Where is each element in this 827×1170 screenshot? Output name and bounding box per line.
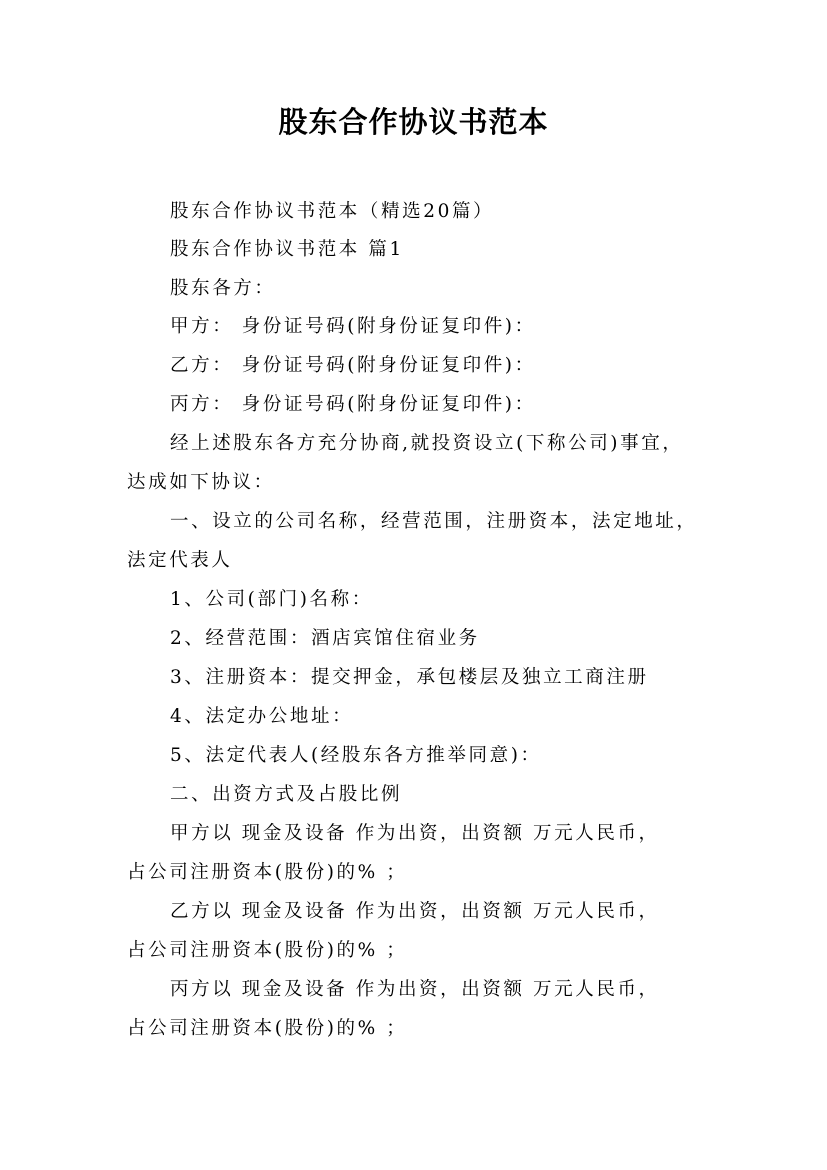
- paragraph-line: 甲方： 身份证号码(附身份证复印件)：: [170, 316, 536, 337]
- paragraph-line: 5、法定代表人(经股东各方推举同意)：: [170, 745, 542, 766]
- paragraph-line: 占公司注册资本(股份)的% ；: [127, 940, 408, 961]
- paragraph-line: 甲方以 现金及设备 作为出资，出资额 万元人民币，: [170, 823, 660, 844]
- paragraph-line: 乙方以 现金及设备 作为出资，出资额 万元人民币，: [170, 901, 660, 922]
- paragraph-line: 占公司注册资本(股份)的% ；: [127, 862, 408, 883]
- paragraph-line: 1、公司(部门)名称：: [170, 589, 373, 610]
- paragraph-line: 丙方以 现金及设备 作为出资，出资额 万元人民币，: [170, 979, 660, 1000]
- paragraph-line: 达成如下协议：: [127, 472, 275, 493]
- paragraph-line: 丙方： 身份证号码(附身份证复印件)：: [170, 394, 536, 415]
- paragraph-line: 2、经营范围：酒店宾馆住宿业务: [170, 628, 480, 649]
- paragraph-line: 法定代表人: [127, 550, 233, 571]
- paragraph-line: 占公司注册资本(股份)的% ；: [127, 1018, 408, 1039]
- paragraph-line: 股东各方：: [170, 278, 276, 299]
- paragraph-line: 经上述股东各方充分协商,就投资设立(下称公司)事宜，: [170, 433, 684, 454]
- document-title: 股东合作协议书范本: [278, 105, 549, 139]
- paragraph-line: 4、法定办公地址：: [170, 706, 354, 727]
- paragraph-line: 3、注册资本：提交押金，承包楼层及独立工商注册: [170, 667, 649, 688]
- paragraph-line: 股东合作协议书范本 篇1: [170, 239, 404, 260]
- paragraph-line: 一、设立的公司名称，经营范围，注册资本，法定地址，: [170, 511, 698, 532]
- paragraph-line: 二、出资方式及占股比例: [170, 784, 403, 805]
- paragraph-line: 股东合作协议书范本（精选20篇）: [170, 201, 495, 222]
- paragraph-line: 乙方： 身份证号码(附身份证复印件)：: [170, 355, 536, 376]
